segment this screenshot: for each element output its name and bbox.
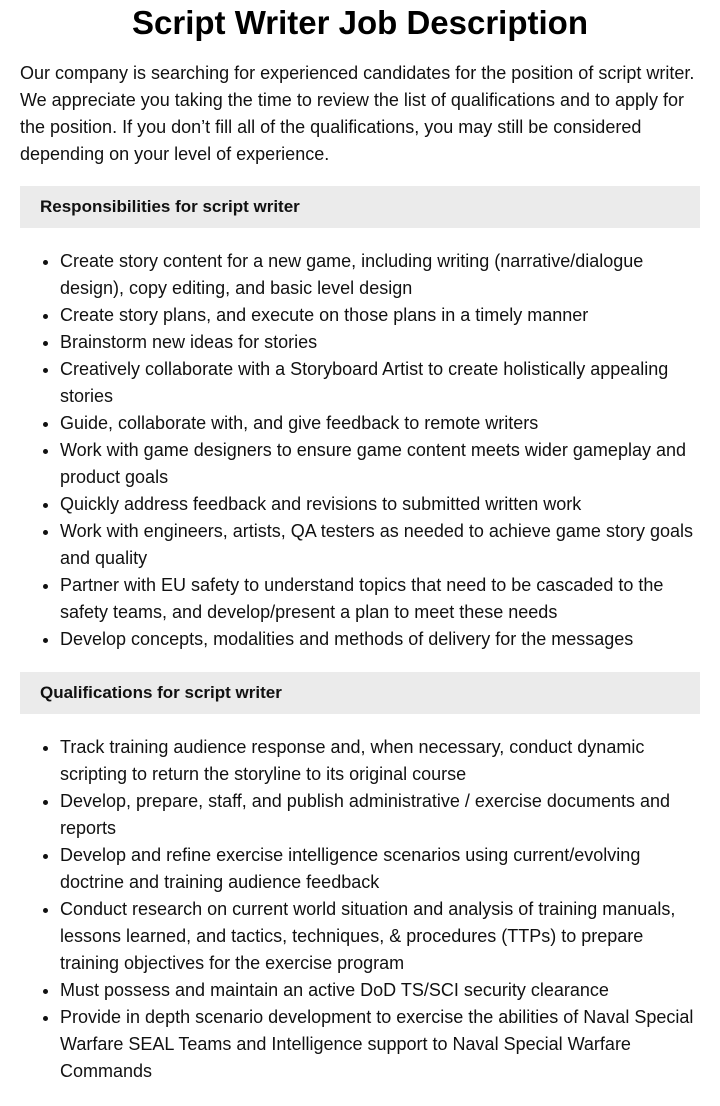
- list-item: • Provide in depth scenario development to exercise the abilities of Naval Special Warfare SEAL Teams and Intelligence support to Naval Special Warfare Commands: [60, 1004, 700, 1085]
- list-item: • Develop concepts, modalities and methods of delivery for the messages: [60, 626, 700, 653]
- list-item: • Quickly address feedback and revisions to submitted written work: [60, 491, 700, 518]
- intro-paragraph: Our company is searching for experienced candidates for the position of script writer. We appreciate you taking the time to review the list of qualifications and to apply for the position. If you don’t fill all of the qualifications, you may still be considered depending on your level of experience.: [20, 63, 695, 164]
- list-item: • Work with game designers to ensure game content meets wider gameplay and product goals: [60, 437, 700, 491]
- list-item: • Develop, prepare, staff, and publish administrative / exercise documents and reports: [60, 788, 700, 842]
- list-item: • Guide, collaborate with, and give feedback to remote writers: [60, 410, 700, 437]
- qualifications-list: [20, 734, 700, 1085]
- list-item: • Partner with EU safety to understand topics that need to be cascaded to the safety teams, and develop/present a plan to meet these needs: [60, 572, 700, 626]
- list-item: • Brainstorm new ideas for stories: [60, 329, 700, 356]
- list-item: • Create story plans, and execute on those plans in a timely manner: [60, 302, 700, 329]
- responsibilities-heading: Responsibilities for script writer: [20, 186, 700, 228]
- list-item: • Work with engineers, artists, QA testers as needed to achieve game story goals and quality: [60, 518, 700, 572]
- responsibilities-list: [20, 248, 700, 653]
- qualifications-heading: Qualifications for script writer: [20, 672, 700, 714]
- list-item: • Creatively collaborate with a Storyboard Artist to create holistically appealing stories: [60, 356, 700, 410]
- list-item: • Create story content for a new game, including writing (narrative/dialogue design), copy editing, and basic level design: [60, 248, 700, 302]
- list-item: • Must possess and maintain an active DoD TS/SCI security clearance: [60, 977, 700, 1004]
- list-item: • Develop and refine exercise intelligence scenarios using current/evolving doctrine and training audience feedback: [60, 842, 700, 896]
- page-title: Script Writer Job Description: [132, 4, 588, 41]
- list-item: • Conduct research on current world situation and analysis of training manuals, lessons learned, and tactics, techniques, & procedures (TTPs) to prepare training objectives for the exercise program: [60, 896, 700, 977]
- list-item: • Track training audience response and, when necessary, conduct dynamic scripting to return the storyline to its original course: [60, 734, 700, 788]
